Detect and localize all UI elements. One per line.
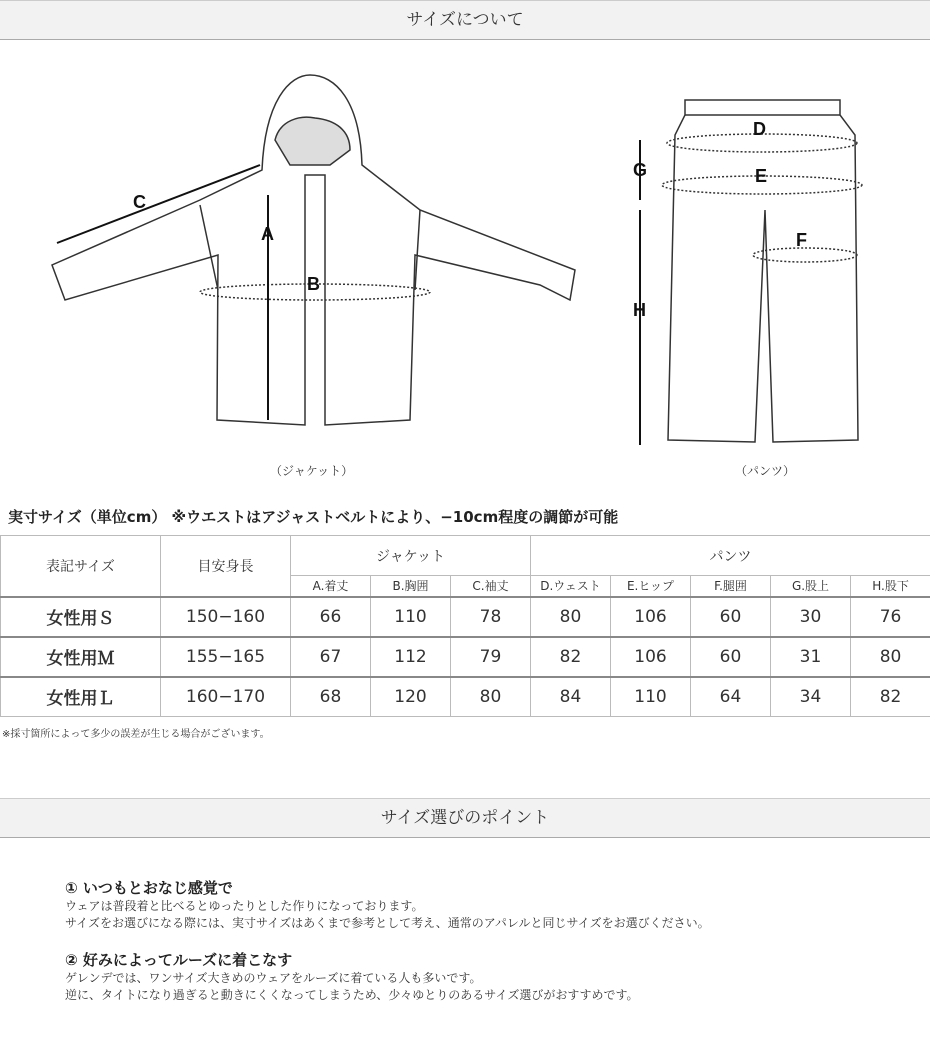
measurement-cell: 34 <box>771 677 851 717</box>
col-g: G.股上 <box>771 576 851 597</box>
measurement-cell: 120 <box>371 677 451 717</box>
group-jacket: ジャケット <box>291 536 531 576</box>
point-text: ゲレンデでは、ワンサイズ大きめのウェアをルーズに着ている人も多いです。 <box>65 971 482 985</box>
measurement-cell: 67 <box>291 637 371 677</box>
label-A: A <box>261 224 274 244</box>
size-name: 女性用Ｍ <box>1 637 161 677</box>
measurement-cell: 30 <box>771 597 851 637</box>
measurement-cell: 76 <box>851 597 930 637</box>
table-row <box>1 597 930 637</box>
measurement-cell: 82 <box>531 637 611 677</box>
measurement-cell: 110 <box>611 677 691 717</box>
label-C: C <box>133 192 146 212</box>
measurement-cell: 79 <box>451 637 531 677</box>
col-size: 表記サイズ <box>1 536 161 597</box>
caption-jacket: （ジャケット） <box>270 464 354 478</box>
measurement-cell: 68 <box>291 677 371 717</box>
label-G: G <box>633 160 648 180</box>
label-D: D <box>753 119 766 139</box>
table-row <box>1 637 930 677</box>
table-row <box>1 677 930 717</box>
col-d: D.ウェスト <box>531 576 611 597</box>
measurement-cell: 112 <box>371 637 451 677</box>
measurement-cell: 80 <box>531 597 611 637</box>
section-header-points: サイズ選びのポイント <box>0 798 930 838</box>
height-range: 160−170 <box>161 677 291 717</box>
point-title: ① いつもとおなじ感覚で <box>65 879 233 897</box>
measurement-cell: 106 <box>611 637 691 677</box>
label-F: F <box>796 230 807 250</box>
label-H: H <box>633 300 646 320</box>
point-text: ウェアは普段着と比べるとゆったりとした作りになっております。 <box>65 899 424 913</box>
section-header-size: サイズについて <box>0 0 930 40</box>
measurement-cell: 110 <box>371 597 451 637</box>
col-h: H.股下 <box>851 576 930 597</box>
measurement-cell: 84 <box>531 677 611 717</box>
col-c: C.袖丈 <box>451 576 531 597</box>
measurement-cell: 31 <box>771 637 851 677</box>
col-b: B.胸囲 <box>371 576 451 597</box>
group-pants: パンツ <box>531 536 930 576</box>
point-2 <box>65 950 638 1004</box>
col-e: E.ヒップ <box>611 576 691 597</box>
size-name: 女性用Ｓ <box>1 597 161 637</box>
measurement-cell: 82 <box>851 677 930 717</box>
measurement-cell: 60 <box>691 637 771 677</box>
size-diagram <box>0 40 930 460</box>
point-text: 逆に、タイトになり過ぎると動きにくくなってしまうため、少々ゆとりのあるサイズ選びがおすすめです。 <box>65 988 639 1002</box>
point-title: ② 好みによってルーズに着こなす <box>65 951 293 969</box>
height-range: 155−165 <box>161 637 291 677</box>
label-E: E <box>755 166 768 186</box>
measurement-note: ※採寸箇所によって多少の誤差が生じる場合がございます。 <box>2 729 270 740</box>
measurement-cell: 66 <box>291 597 371 637</box>
measurement-cell: 80 <box>451 677 531 717</box>
col-a: A.着丈 <box>291 576 371 597</box>
jacket-illustration <box>52 75 575 425</box>
measurement-cell: 60 <box>691 597 771 637</box>
pants-illustration <box>662 100 862 442</box>
col-height: 目安身長 <box>161 536 291 597</box>
col-f: F.腿囲 <box>691 576 771 597</box>
height-range: 150−160 <box>161 597 291 637</box>
size-name: 女性用Ｌ <box>1 677 161 717</box>
point-text: サイズをお選びになる際には、実寸サイズはあくまで参考として考え、通常のアパレルと同じサイズをお選びください。 <box>65 916 710 930</box>
measurement-cell: 78 <box>451 597 531 637</box>
caption-pants: （パンツ） <box>735 464 796 478</box>
measurement-cell: 80 <box>851 637 930 677</box>
point-1 <box>65 878 710 932</box>
measurement-cell: 106 <box>611 597 691 637</box>
size-table <box>0 535 930 717</box>
label-B: B <box>307 274 320 294</box>
measurement-cell: 64 <box>691 677 771 717</box>
table-title: 実寸サイズ（単位cm） ※ウエストはアジャストベルトにより、−10cm程度の調節が可能 <box>8 508 619 526</box>
